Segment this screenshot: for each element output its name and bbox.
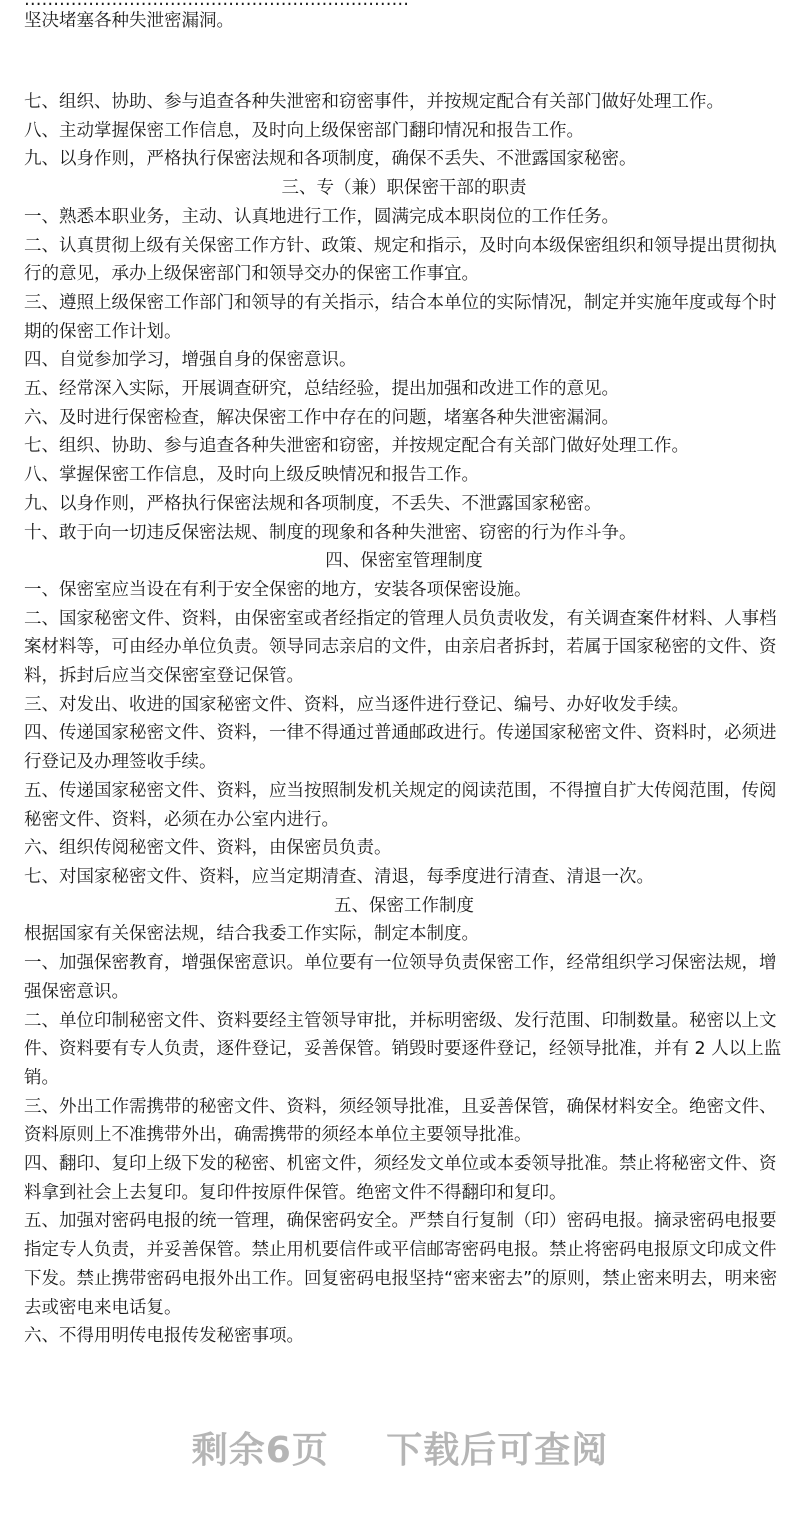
list-item: 九、以身作则，严格执行保密法规和各项制度，确保不丢失、不泄露国家秘密。 [24,149,637,170]
list-item: 二、认真贯彻上级有关保密工作方针、政策、规定和指示，及时向本级保密组织和领导提出贯彻执行的意见，承办上级保密部门和领导交办的保密工作事宜。 [24,235,777,285]
section-5 [24,892,784,1351]
section-4 [24,547,784,891]
list-item: 四、传递国家秘密文件、资料，一律不得通过普通邮政进行。传递国家秘密文件、资料时，必须进行登记及办理签收手续。 [24,723,777,773]
list-item: 五、传递国家秘密文件、资料，应当按照制发机关规定的阅读范围，不得擅自扩大传阅范围，传阅秘密文件、资料，必须在办公室内进行。 [24,780,777,830]
list-item: 六、组织传阅秘密文件、资料，由保密员负责。 [24,838,392,859]
list-item: 三、外出工作需携带的秘密文件、资料，须经领导批准，且妥善保管，确保材料安全。绝密文件、资料原则上不准携带外出，确需携带的须经本单位主要领导批准。 [24,1096,777,1146]
list-item: 二、单位印制秘密文件、资料要经主管领导审批，并标明密级、发行范围、印制数量。秘密以上文件、资料要有专人负责，逐件登记，妥善保管。销毁时要逐件登记，经领导批准，并有 2 人以上监销。 [24,1010,782,1088]
list-item: 一、保密室应当设在有利于安全保密的地方，安装各项保密设施。 [24,579,532,600]
list-item: 十、敢于向一切违反保密法规、制度的现象和各种失泄密、窃密的行为作斗争。 [24,522,637,543]
remaining-pages-text: 剩余6页 [191,1430,329,1471]
list-item: 四、翻印、复印上级下发的秘密、机密文件，须经发文单位或本委领导批准。禁止将秘密文件、资料拿到社会上去复印。复印件按原件保管。绝密文件不得翻印和复印。 [24,1154,777,1203]
list-item: 四、自觉参加学习，增强自身的保密意识。 [24,350,357,371]
list-item: 三、遵照上级保密工作部门和领导的有关指示，结合本单位的实际情况，制定并实施年度或每个时期的保密工作计划。 [24,292,777,342]
download-banner[interactable] [0,1422,800,1473]
section-title: 五、保密工作制度 [334,895,474,916]
list-item: 六、及时进行保密检查，解决保密工作中存在的问题，堵塞各种失泄密漏洞。 [24,407,619,428]
list-item: 七、组织、协助、参与追查各种失泄密和窃密，并按规定配合有关部门做好处理工作。 [24,436,689,457]
section-intro: 根据国家有关保密法规，结合我委工作实际，制定本制度。 [24,924,479,945]
list-item: 八、掌握保密工作信息，及时向上级反映情况和报告工作。 [24,465,479,486]
list-item: 七、对国家秘密文件、资料，应当定期清查、清退，每季度进行清查、清退一次。 [24,866,654,887]
list-item: 七、组织、协助、参与追查各种失泄密和窃密事件，并按规定配合有关部门做好处理工作。 [24,92,724,112]
list-item: 二、国家秘密文件、资料，由保密室或者经指定的管理人员负责收发，有关调查案件材料、人事档案材料等，可由经办单位负责。领导同志亲启的文件，由亲启者拆封，若属于国家秘密的文件、资料，拆封后应当交保密室登记保管。 [24,608,777,687]
download-to-read-text: 下载后可查阅 [386,1430,609,1471]
paragraph: 坚决堵塞各种失泄密漏洞。 [24,11,234,31]
list-item: 五、加强对密码电报的统一管理，确保密码安全。严禁自行复制（印）密码电报。摘录密码电报要指定专人负责，并妥善保管。禁止用机要信件或平信邮寄密码电报。禁止将密码电报原文印成文件下发。禁止携带密码电报外出工作。回复密码电报坚持“密来密去”的原则，禁止密来明去，明来密去或密电来电话复。 [24,1211,778,1318]
list-item: 八、主动掌握保密工作信息，及时向上级保密部门翻印情况和报告工作。 [24,120,584,141]
list-item: 一、熟悉本职业务，主动、认真地进行工作，圆满完成本职岗位的工作任务。 [24,206,619,227]
list-item: 五、经常深入实际，开展调查研究，总结经验，提出加强和改进工作的意见。 [24,379,619,400]
section-3 [24,174,784,547]
section-title: 三、专（兼）职保密干部的职责 [281,178,527,199]
list-item: 三、对发出、收进的国家秘密文件、资料，应当逐件进行登记、编号、办好收发手续。 [24,694,689,715]
list-item: 六、不得用明传电报传发秘密事项。 [24,1326,304,1347]
section-title: 四、保密室管理制度 [325,551,483,572]
cut-off-line [24,0,409,6]
list-item: 一、加强保密教育，增强保密意识。单位要有一位领导负责保密工作，经常组织学习保密法规，增强保密意识。 [24,953,777,1002]
section-2-tail [24,88,784,174]
list-item: 九、以身作则，严格执行保密法规和各项制度，不丢失、不泄露国家秘密。 [24,493,602,514]
